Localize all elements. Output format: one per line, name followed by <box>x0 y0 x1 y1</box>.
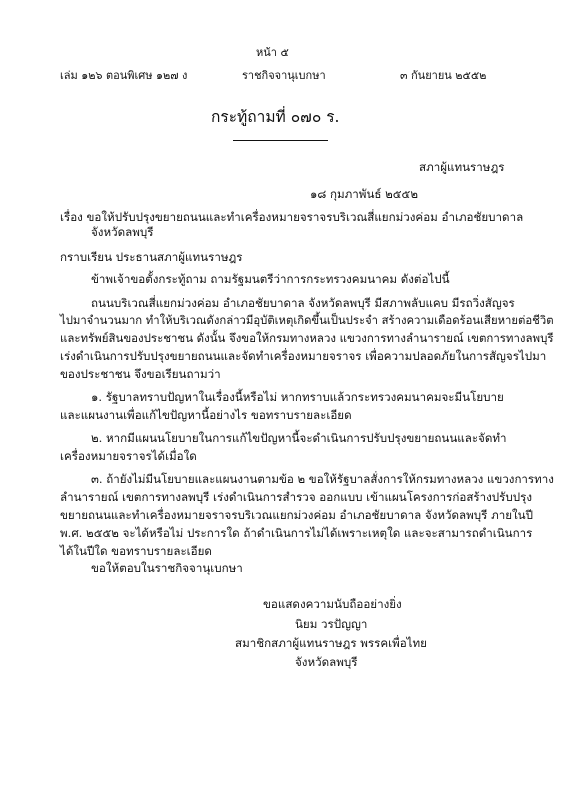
title-underline <box>233 140 328 141</box>
body-line: พ.ศ. ๒๕๕๒ จะได้หรือไม่ ประการใด ถ้าดำเนินการไม่ได้เพราะเหตุใด และจะสามารถดำเนินการ <box>60 526 533 540</box>
body-line: ๑. รัฐบาลทราบปัญหาในเรื่องนี้หรือไม่ หากทราบแล้วกระทรวงคมนาคมจะมีนโยบาย <box>91 390 504 404</box>
body-line: ไปมาจำนวนมาก ทำให้บริเวณดังกล่าวมีอุบัติเหตุเกิดขึ้นเป็นประจำ สร้างความเดือดร้อนเสียหายต่อชีวิต <box>60 313 554 327</box>
body-line: ๓. ถ้ายังไม่มีนโยบายและแผนงานตามข้อ ๒ ขอให้รัฐบาลสั่งการให้กรมทางหลวง แขวงการทาง <box>91 472 554 486</box>
body-line: ข้าพเจ้าขอตั้งกระทู้ถาม ถามรัฐมนตรีว่าการกระทรวงคมนาคม ดังต่อไปนี้ <box>91 272 450 286</box>
publication-date: ๓ กันยายน ๒๕๕๒ <box>400 69 487 82</box>
body-line: ๒. หากมีแผนนโยบายในการแก้ไขปัญหานี้จะดำเนินการปรับปรุงขยายถนนและจัดทำ <box>91 431 507 445</box>
body-line: และทรัพย์สินของประชาชน ดังนั้น จึงขอให้กรมทางหลวง แขวงการทางลำนารายณ์ เขตการทางลพบุรี <box>60 331 554 345</box>
body-line: เครื่องหมายจราจรได้เมื่อใด <box>60 449 197 463</box>
volume-issue: เล่ม ๑๒๖ ตอนพิเศษ ๑๒๗ ง <box>60 69 188 82</box>
body-line: เร่งดำเนินการปรับปรุงขยายถนนและจัดทำเครื่องหมายจราจร เพื่อความปลอดภัยในการสัญจรไปมา <box>60 349 547 363</box>
subject-line-2: จังหวัดลพบุรี <box>91 225 154 239</box>
signature-name: นิยม วรปัญญา <box>295 617 368 631</box>
page-number: หน้า ๕ <box>256 46 289 59</box>
gazette-name: ราชกิจจานุเบกษา <box>242 69 326 82</box>
signature-province: จังหวัดลพบุรี <box>295 655 358 669</box>
body-line: ลำนารายณ์ เขตการทางลพบุรี เร่งดำเนินการสำรวจ ออกแบบ เข้าแผนโครงการก่อสร้างปรับปรุง <box>60 490 532 504</box>
salutation: กราบเรียน ประธานสภาผู้แทนราษฎร <box>60 250 243 264</box>
body-line: ขยายถนนและทำเครื่องหมายจราจรบริเวณแยกม่วงค่อม อำเภอชัยบาดาล จังหวัดลพบุรี ภายในปี <box>60 508 533 522</box>
signature-position: สมาชิกสภาผู้แทนราษฎร พรรคเพื่อไทย <box>235 636 427 650</box>
body-line: ของประชาชน จึงขอเรียนถามว่า <box>60 367 221 381</box>
document-title: กระทู้ถามที่ ๐๗๐ ร. <box>211 108 340 126</box>
body-line: ได้ในปีใด ขอทราบรายละเอียด <box>60 544 212 558</box>
letter-date: ๑๘ กุมภาพันธ์ ๒๕๕๒ <box>310 187 418 201</box>
body-line: และแผนงานเพื่อแก้ไขปัญหานี้อย่างไร ขอทราบรายละเอียด <box>60 408 352 422</box>
subject-line-1: เรื่อง ขอให้ปรับปรุงขยายถนนและทำเครื่องหมายจราจรบริเวณสี่แยกม่วงค่อม อำเภอชัยบาดาล <box>60 210 524 224</box>
recipient: สภาผู้แทนราษฎร <box>419 160 505 174</box>
body-line: ถนนบริเวณสี่แยกม่วงค่อม อำเภอชัยบาดาล จังหวัดลพบุรี มีสภาพลับแคบ มีรถวิ่งสัญจร <box>91 296 515 310</box>
signature-closing: ขอแสดงความนับถืออย่างยิ่ง <box>263 597 402 611</box>
body-line: ขอให้ตอบในราชกิจจานุเบกษา <box>91 561 243 575</box>
